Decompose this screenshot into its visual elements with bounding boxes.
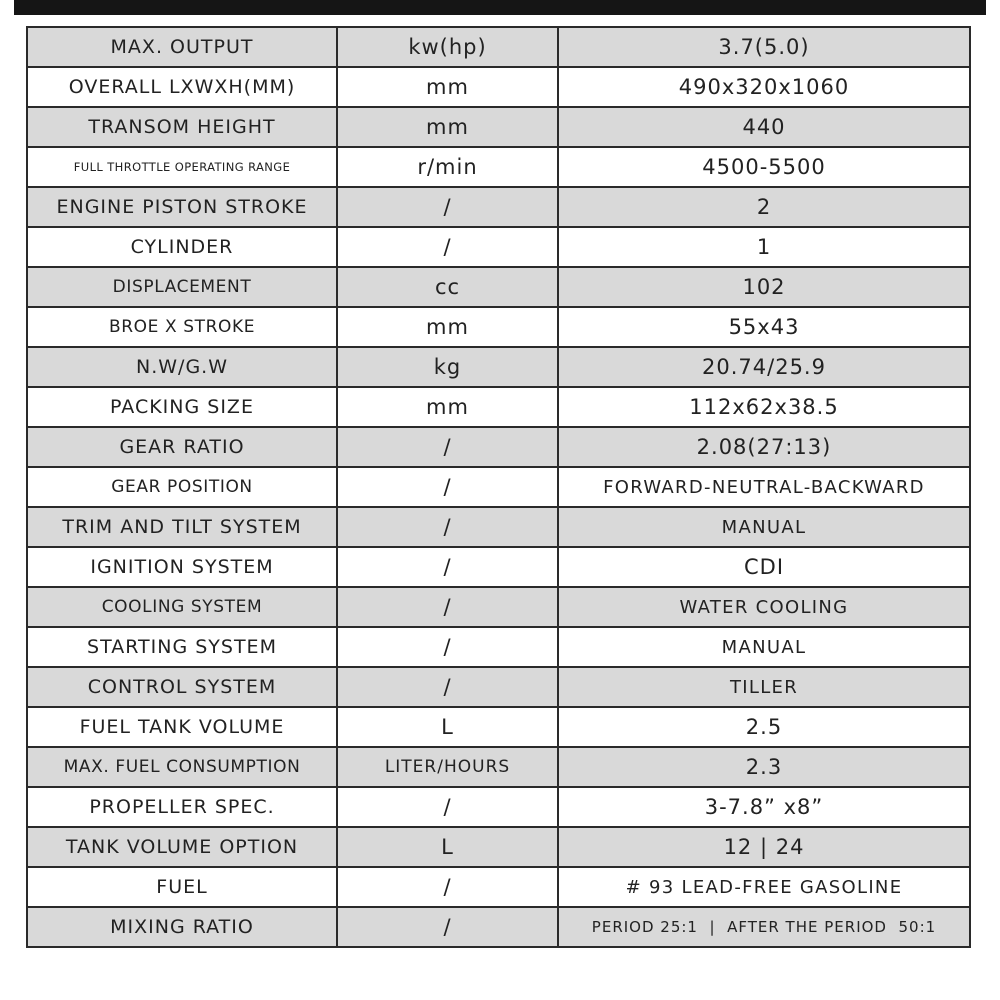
spec-unit: LITER/HOURS	[337, 747, 558, 787]
spec-value: 55x43	[558, 307, 970, 347]
spec-label: PACKING SIZE	[27, 387, 337, 427]
spec-label: N.W/G.W	[27, 347, 337, 387]
spec-value: 2.3	[558, 747, 970, 787]
spec-value: 2.5	[558, 707, 970, 747]
spec-label: BROE X STROKE	[27, 307, 337, 347]
spec-unit: r/min	[337, 147, 558, 187]
spec-row-starting	[27, 627, 970, 667]
spec-label: GEAR POSITION	[27, 467, 337, 507]
spec-label: STARTING SYSTEM	[27, 627, 337, 667]
spec-label: GEAR RATIO	[27, 427, 337, 467]
spec-value: 4500-5500	[558, 147, 970, 187]
spec-value: WATER COOLING	[558, 587, 970, 627]
spec-value: 440	[558, 107, 970, 147]
spec-unit: /	[337, 787, 558, 827]
spec-label: FUEL TANK VOLUME	[27, 707, 337, 747]
spec-row-piston-stroke	[27, 187, 970, 227]
spec-value: 12 | 24	[558, 827, 970, 867]
spec-label: PROPELLER SPEC.	[27, 787, 337, 827]
spec-row-mixing-ratio	[27, 907, 970, 947]
spec-row-fuel-consumption	[27, 747, 970, 787]
spec-value: MANUAL	[558, 627, 970, 667]
spec-label: FUEL	[27, 867, 337, 907]
spec-unit: mm	[337, 67, 558, 107]
spec-value: FORWARD-NEUTRAL-BACKWARD	[558, 467, 970, 507]
spec-label: COOLING SYSTEM	[27, 587, 337, 627]
spec-value: 2.08(27:13)	[558, 427, 970, 467]
spec-value: CDI	[558, 547, 970, 587]
spec-label: TRIM AND TILT SYSTEM	[27, 507, 337, 547]
spec-row-gear-ratio	[27, 427, 970, 467]
spec-row-propeller	[27, 787, 970, 827]
spec-label: MAX. FUEL CONSUMPTION	[27, 747, 337, 787]
spec-label: ENGINE PISTON STROKE	[27, 187, 337, 227]
spec-row-bore-stroke	[27, 307, 970, 347]
spec-unit: /	[337, 507, 558, 547]
spec-unit: /	[337, 227, 558, 267]
spec-value: 102	[558, 267, 970, 307]
spec-table	[26, 26, 971, 948]
spec-unit: mm	[337, 107, 558, 147]
spec-row-displacement	[27, 267, 970, 307]
spec-label: TANK VOLUME OPTION	[27, 827, 337, 867]
spec-unit: cc	[337, 267, 558, 307]
spec-row-max-output	[27, 27, 970, 67]
spec-row-trim-tilt	[27, 507, 970, 547]
spec-label: MAX. OUTPUT	[27, 27, 337, 67]
spec-label: DISPLACEMENT	[27, 267, 337, 307]
spec-label: IGNITION SYSTEM	[27, 547, 337, 587]
spec-row-overall-dimensions	[27, 67, 970, 107]
spec-row-packing-size	[27, 387, 970, 427]
spec-row-throttle-range	[27, 147, 970, 187]
spec-value: 3.7(5.0)	[558, 27, 970, 67]
spec-unit: /	[337, 907, 558, 947]
spec-label: FULL THROTTLE OPERATING RANGE	[27, 147, 337, 187]
spec-unit: L	[337, 827, 558, 867]
top-dark-bar	[14, 0, 986, 15]
spec-row-weight	[27, 347, 970, 387]
spec-label: OVERALL LXWXH(MM)	[27, 67, 337, 107]
spec-value: TILLER	[558, 667, 970, 707]
spec-value: 3-7.8” x8”	[558, 787, 970, 827]
spec-unit: /	[337, 467, 558, 507]
spec-unit: /	[337, 427, 558, 467]
spec-row-fuel	[27, 867, 970, 907]
spec-label: TRANSOM HEIGHT	[27, 107, 337, 147]
spec-unit: /	[337, 547, 558, 587]
spec-value: PERIOD 25:1 | AFTER THE PERIOD 50:1	[558, 907, 970, 947]
spec-value: 20.74/25.9	[558, 347, 970, 387]
spec-label: CONTROL SYSTEM	[27, 667, 337, 707]
spec-row-cooling	[27, 587, 970, 627]
spec-row-tank-volume-option	[27, 827, 970, 867]
spec-row-fuel-tank-volume	[27, 707, 970, 747]
spec-label: CYLINDER	[27, 227, 337, 267]
spec-row-transom-height	[27, 107, 970, 147]
spec-label: MIXING RATIO	[27, 907, 337, 947]
spec-value: 2	[558, 187, 970, 227]
spec-row-ignition	[27, 547, 970, 587]
spec-unit: /	[337, 667, 558, 707]
spec-row-cylinder	[27, 227, 970, 267]
spec-value: 1	[558, 227, 970, 267]
spec-value: MANUAL	[558, 507, 970, 547]
spec-unit: /	[337, 627, 558, 667]
spec-unit: /	[337, 187, 558, 227]
spec-unit: kw(hp)	[337, 27, 558, 67]
spec-row-gear-position	[27, 467, 970, 507]
spec-unit: /	[337, 587, 558, 627]
spec-value: # 93 LEAD-FREE GASOLINE	[558, 867, 970, 907]
spec-value: 490x320x1060	[558, 67, 970, 107]
spec-value: 112x62x38.5	[558, 387, 970, 427]
spec-row-control	[27, 667, 970, 707]
spec-unit: mm	[337, 387, 558, 427]
spec-unit: /	[337, 867, 558, 907]
spec-unit: mm	[337, 307, 558, 347]
spec-unit: L	[337, 707, 558, 747]
spec-unit: kg	[337, 347, 558, 387]
